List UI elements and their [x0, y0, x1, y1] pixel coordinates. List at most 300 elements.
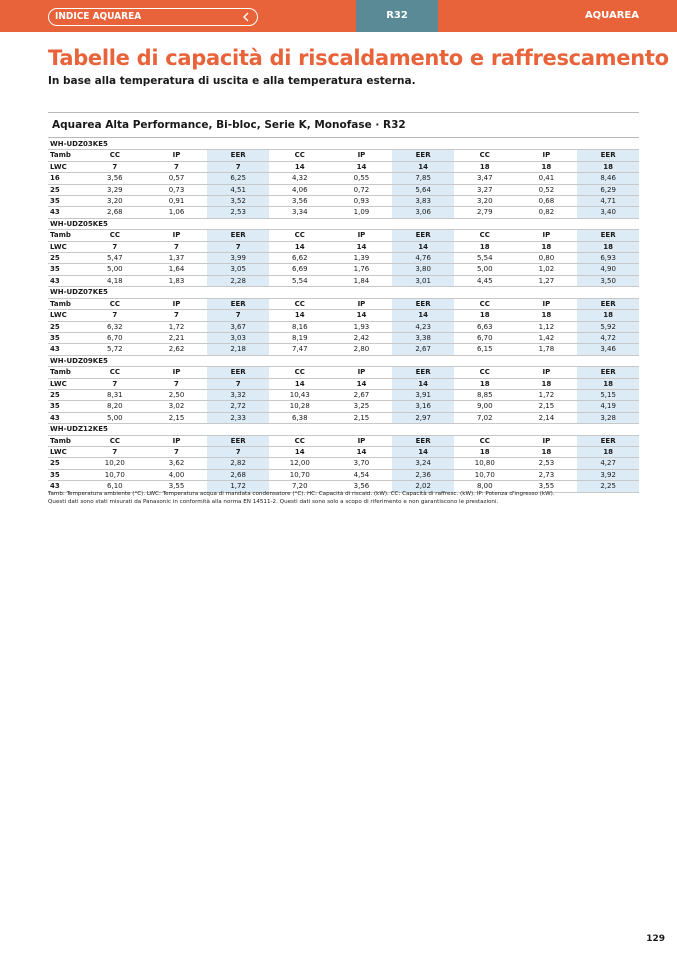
- table-cell: EER: [577, 435, 639, 446]
- table-cell: 1,02: [516, 264, 578, 275]
- row-label-cell: 35: [48, 469, 84, 480]
- table-cell: CC: [454, 150, 516, 161]
- table-cell: 10,70: [269, 469, 331, 480]
- table-cell: EER: [577, 230, 639, 241]
- model-name: WH-UDZ07KE5: [48, 287, 639, 298]
- row-label-cell: Tamb: [48, 150, 84, 161]
- table-cell: 2,50: [146, 389, 208, 400]
- table-cell: 3,46: [577, 344, 639, 355]
- chevron-left-icon: [241, 12, 251, 22]
- footnote-line-1: Tamb: Temperatura ambiente (°C). LWC: Temperatura acqua di mandata condensatore (°C). HC: Capacità di riscald. (kW). CC: Capacità di raffresc. (kW). IP: Potenza d'ingresso (kW).: [48, 491, 555, 497]
- row-label-cell: 25: [48, 458, 84, 469]
- row-label-cell: LWC: [48, 446, 84, 457]
- index-link[interactable]: [48, 8, 258, 26]
- table-cell: 7: [84, 161, 146, 172]
- table-row: [48, 458, 639, 469]
- lwc-row: [48, 310, 639, 321]
- table-cell: IP: [146, 150, 208, 161]
- table-cell: 3,70: [331, 458, 393, 469]
- table-cell: 14: [392, 161, 454, 172]
- table-cell: 3,27: [454, 184, 516, 195]
- table-cell: 3,83: [392, 196, 454, 207]
- row-label-cell: Tamb: [48, 435, 84, 446]
- table-cell: 3,25: [331, 401, 393, 412]
- table-cell: 3,92: [577, 469, 639, 480]
- table-cell: IP: [516, 150, 578, 161]
- table-cell: 2,68: [207, 469, 269, 480]
- lwc-row: [48, 378, 639, 389]
- table-cell: 7: [146, 161, 208, 172]
- table-cell: 2,25: [577, 481, 639, 492]
- table-cell: 1,83: [146, 275, 208, 286]
- table-cell: 2,80: [331, 344, 393, 355]
- table-cell: CC: [84, 435, 146, 446]
- table-cell: 5,92: [577, 321, 639, 332]
- table-cell: 6,15: [454, 344, 516, 355]
- table-cell: 4,90: [577, 264, 639, 275]
- row-label-cell: 43: [48, 344, 84, 355]
- table-cell: IP: [146, 435, 208, 446]
- table-cell: 2,79: [454, 207, 516, 218]
- table-cell: 4,18: [84, 275, 146, 286]
- table-cell: EER: [207, 435, 269, 446]
- table-cell: CC: [269, 367, 331, 378]
- table-cell: 10,20: [84, 458, 146, 469]
- table-cell: 4,76: [392, 253, 454, 264]
- table-cell: EER: [207, 367, 269, 378]
- table-cell: IP: [331, 230, 393, 241]
- table-row: [48, 469, 639, 480]
- row-label-cell: 43: [48, 412, 84, 423]
- table-cell: 0,73: [146, 184, 208, 195]
- table-cell: EER: [207, 230, 269, 241]
- table-cell: 4,00: [146, 469, 208, 480]
- table-cell: 14: [331, 378, 393, 389]
- table-cell: CC: [454, 230, 516, 241]
- table-cell: 7: [84, 241, 146, 252]
- table-cell: 5,64: [392, 184, 454, 195]
- table-cell: IP: [516, 367, 578, 378]
- lwc-row: [48, 161, 639, 172]
- table-cell: EER: [577, 298, 639, 309]
- page-number: 129: [646, 934, 665, 944]
- table-cell: 7: [84, 446, 146, 457]
- table-cell: 3,20: [454, 196, 516, 207]
- table-cell: 8,20: [84, 401, 146, 412]
- table-cell: 1,72: [207, 481, 269, 492]
- table-cell: 18: [454, 161, 516, 172]
- table-cell: 7: [146, 310, 208, 321]
- table-cell: 7: [207, 310, 269, 321]
- table-cell: 1,72: [146, 321, 208, 332]
- row-label-cell: 35: [48, 401, 84, 412]
- table-cell: 5,72: [84, 344, 146, 355]
- row-label-cell: 35: [48, 332, 84, 343]
- table-cell: 3,20: [84, 196, 146, 207]
- table-cell: 12,00: [269, 458, 331, 469]
- table-row: [48, 321, 639, 332]
- table-cell: CC: [84, 367, 146, 378]
- table-cell: EER: [392, 150, 454, 161]
- table-cell: 5,00: [454, 264, 516, 275]
- model-row: [48, 218, 639, 229]
- table-cell: 1,76: [331, 264, 393, 275]
- table-cell: CC: [84, 298, 146, 309]
- table-cell: 0,93: [331, 196, 393, 207]
- table-cell: 0,52: [516, 184, 578, 195]
- table-cell: 4,32: [269, 173, 331, 184]
- table-cell: 14: [269, 378, 331, 389]
- table-cell: 3,47: [454, 173, 516, 184]
- table-cell: 3,67: [207, 321, 269, 332]
- table-cell: 7: [207, 241, 269, 252]
- table-cell: 8,46: [577, 173, 639, 184]
- table-cell: 14: [392, 241, 454, 252]
- row-label-cell: 25: [48, 253, 84, 264]
- footnote-line-2: Questi dati sono stati misurati da Panasonic in conformità alla norma EN 14511-2. Questi dati sono solo a scopo di riferimento e non garantiscono le prestazioni.: [48, 499, 499, 505]
- table-cell: EER: [577, 367, 639, 378]
- row-label-cell: 43: [48, 207, 84, 218]
- table-cell: 6,29: [577, 184, 639, 195]
- table-cell: 0,72: [331, 184, 393, 195]
- table-cell: 0,55: [331, 173, 393, 184]
- table-cell: CC: [269, 230, 331, 241]
- table-cell: CC: [269, 298, 331, 309]
- table-cell: 2,14: [516, 412, 578, 423]
- table-cell: 3,28: [577, 412, 639, 423]
- model-row: [48, 139, 639, 150]
- table-cell: 1,72: [516, 389, 578, 400]
- row-label-cell: 43: [48, 275, 84, 286]
- row-label-cell: Tamb: [48, 230, 84, 241]
- table-row: [48, 264, 639, 275]
- row-label-cell: 43: [48, 481, 84, 492]
- table-cell: 1,78: [516, 344, 578, 355]
- table-cell: 7: [84, 378, 146, 389]
- table-cell: 14: [331, 446, 393, 457]
- table-cell: 5,00: [84, 412, 146, 423]
- table-cell: 7: [207, 161, 269, 172]
- table-cell: 4,51: [207, 184, 269, 195]
- table-row: [48, 389, 639, 400]
- table-cell: CC: [454, 298, 516, 309]
- table-cell: 14: [392, 310, 454, 321]
- table-cell: 3,99: [207, 253, 269, 264]
- table-cell: 6,69: [269, 264, 331, 275]
- table-cell: 5,54: [454, 253, 516, 264]
- table-cell: 4,71: [577, 196, 639, 207]
- table-cell: 18: [516, 446, 578, 457]
- table-cell: IP: [331, 435, 393, 446]
- row-label-cell: 16: [48, 173, 84, 184]
- table-row: [48, 196, 639, 207]
- header-row: [48, 298, 639, 309]
- table-cell: 6,93: [577, 253, 639, 264]
- table-cell: EER: [392, 298, 454, 309]
- table-cell: 10,70: [454, 469, 516, 480]
- table-cell: 7,20: [269, 481, 331, 492]
- table-cell: 7,85: [392, 173, 454, 184]
- table-cell: 3,52: [207, 196, 269, 207]
- table-cell: CC: [269, 150, 331, 161]
- table-cell: 18: [577, 446, 639, 457]
- table-cell: 0,57: [146, 173, 208, 184]
- table-cell: 2,21: [146, 332, 208, 343]
- page-title: Tabelle di capacità di riscaldamento e raffrescamento: [48, 46, 669, 70]
- table-cell: 1,27: [516, 275, 578, 286]
- row-label-cell: 25: [48, 389, 84, 400]
- table-cell: 2,73: [516, 469, 578, 480]
- table-cell: 2,15: [331, 412, 393, 423]
- table-cell: 3,56: [269, 196, 331, 207]
- table-cell: 7: [207, 378, 269, 389]
- table-row: [48, 401, 639, 412]
- table-cell: 4,27: [577, 458, 639, 469]
- table-cell: 1,93: [331, 321, 393, 332]
- table-cell: CC: [84, 230, 146, 241]
- table-cell: 18: [516, 241, 578, 252]
- model-row: [48, 355, 639, 366]
- row-label-cell: 35: [48, 196, 84, 207]
- table-cell: EER: [392, 435, 454, 446]
- table-cell: 5,47: [84, 253, 146, 264]
- table-cell: 0,68: [516, 196, 578, 207]
- table-cell: 14: [331, 161, 393, 172]
- table-cell: 9,00: [454, 401, 516, 412]
- table-row: [48, 412, 639, 423]
- table-cell: 14: [331, 241, 393, 252]
- table-cell: 1,09: [331, 207, 393, 218]
- table-cell: 14: [269, 241, 331, 252]
- table-cell: 2,36: [392, 469, 454, 480]
- row-label-cell: 25: [48, 184, 84, 195]
- table-cell: 18: [516, 378, 578, 389]
- table-cell: 2,33: [207, 412, 269, 423]
- table-cell: 1,84: [331, 275, 393, 286]
- table-cell: IP: [331, 298, 393, 309]
- table-cell: 6,63: [454, 321, 516, 332]
- lwc-row: [48, 446, 639, 457]
- footnote: [48, 490, 648, 506]
- table-cell: EER: [207, 298, 269, 309]
- table-cell: 3,32: [207, 389, 269, 400]
- table-cell: EER: [577, 150, 639, 161]
- table-cell: 4,19: [577, 401, 639, 412]
- table-cell: 0,41: [516, 173, 578, 184]
- table-cell: 6,32: [84, 321, 146, 332]
- table-cell: 2,15: [516, 401, 578, 412]
- table-cell: IP: [516, 230, 578, 241]
- table-cell: 3,91: [392, 389, 454, 400]
- table-cell: 4,72: [577, 332, 639, 343]
- table-cell: 3,06: [392, 207, 454, 218]
- table-row: [48, 344, 639, 355]
- table-cell: 0,80: [516, 253, 578, 264]
- table-cell: 3,55: [516, 481, 578, 492]
- table-cell: 2,53: [516, 458, 578, 469]
- table-cell: 2,67: [331, 389, 393, 400]
- table-cell: 6,70: [84, 332, 146, 343]
- table-cell: 2,68: [84, 207, 146, 218]
- table-cell: 18: [516, 310, 578, 321]
- table-cell: IP: [146, 230, 208, 241]
- row-label-cell: LWC: [48, 378, 84, 389]
- table-cell: 18: [577, 378, 639, 389]
- table-cell: 0,82: [516, 207, 578, 218]
- table-cell: 7,47: [269, 344, 331, 355]
- model-name: WH-UDZ09KE5: [48, 355, 639, 366]
- top-bar: [0, 0, 677, 32]
- table-cell: EER: [392, 230, 454, 241]
- table-cell: 5,54: [269, 275, 331, 286]
- table-cell: 2,62: [146, 344, 208, 355]
- capacity-table: [48, 139, 639, 493]
- table-cell: CC: [84, 150, 146, 161]
- table-cell: 7: [146, 446, 208, 457]
- table-cell: 2,72: [207, 401, 269, 412]
- table-cell: 2,53: [207, 207, 269, 218]
- table-cell: 8,85: [454, 389, 516, 400]
- table-cell: 8,00: [454, 481, 516, 492]
- table-cell: 1,12: [516, 321, 578, 332]
- table-cell: 5,00: [84, 264, 146, 275]
- table-row: [48, 184, 639, 195]
- table-cell: IP: [331, 367, 393, 378]
- table-cell: IP: [331, 150, 393, 161]
- table-cell: 18: [577, 161, 639, 172]
- table-cell: 1,39: [331, 253, 393, 264]
- table-cell: CC: [454, 435, 516, 446]
- table-cell: 18: [454, 446, 516, 457]
- table-cell: 2,18: [207, 344, 269, 355]
- table-cell: 0,91: [146, 196, 208, 207]
- table-cell: 3,16: [392, 401, 454, 412]
- table-cell: 2,97: [392, 412, 454, 423]
- table-cell: 10,70: [84, 469, 146, 480]
- table-cell: 3,56: [331, 481, 393, 492]
- table-cell: 2,67: [392, 344, 454, 355]
- table-cell: 3,80: [392, 264, 454, 275]
- model-name: WH-UDZ12KE5: [48, 424, 639, 435]
- table-row: [48, 173, 639, 184]
- index-label: INDICE AQUAREA: [55, 11, 142, 22]
- table-cell: 6,25: [207, 173, 269, 184]
- row-label-cell: LWC: [48, 310, 84, 321]
- header-row: [48, 367, 639, 378]
- table-row: [48, 207, 639, 218]
- table-cell: 2,28: [207, 275, 269, 286]
- table-cell: 10,80: [454, 458, 516, 469]
- table-cell: 3,50: [577, 275, 639, 286]
- section-tab: R32: [386, 10, 408, 21]
- table-cell: 7: [146, 241, 208, 252]
- table-cell: IP: [146, 298, 208, 309]
- table-cell: 14: [392, 446, 454, 457]
- table-cell: 3,40: [577, 207, 639, 218]
- table-cell: 10,43: [269, 389, 331, 400]
- model-name: WH-UDZ03KE5: [48, 139, 639, 150]
- table-cell: IP: [516, 298, 578, 309]
- table-cell: 18: [454, 310, 516, 321]
- header-row: [48, 435, 639, 446]
- table-cell: 14: [269, 446, 331, 457]
- table-cell: 2,42: [331, 332, 393, 343]
- header-row: [48, 150, 639, 161]
- table-cell: 8,31: [84, 389, 146, 400]
- table-cell: 14: [331, 310, 393, 321]
- table-cell: 7: [84, 310, 146, 321]
- row-label-cell: Tamb: [48, 367, 84, 378]
- table-cell: 18: [516, 161, 578, 172]
- table-cell: 3,38: [392, 332, 454, 343]
- table-cell: 10,28: [269, 401, 331, 412]
- table-cell: 4,54: [331, 469, 393, 480]
- table-cell: 2,82: [207, 458, 269, 469]
- row-label-cell: 25: [48, 321, 84, 332]
- table-cell: 3,55: [146, 481, 208, 492]
- table-cell: EER: [207, 150, 269, 161]
- model-name: WH-UDZ05KE5: [48, 218, 639, 229]
- page-subtitle: In base alla temperatura di uscita e alla temperatura esterna.: [48, 75, 416, 87]
- row-label-cell: Tamb: [48, 298, 84, 309]
- model-row: [48, 424, 639, 435]
- capacity-table-panel: [48, 112, 639, 493]
- table-cell: 18: [577, 310, 639, 321]
- table-row: [48, 253, 639, 264]
- table-cell: 2,02: [392, 481, 454, 492]
- table-cell: 4,06: [269, 184, 331, 195]
- table-cell: 18: [577, 241, 639, 252]
- table-cell: 3,02: [146, 401, 208, 412]
- model-row: [48, 287, 639, 298]
- row-label-cell: 35: [48, 264, 84, 275]
- table-cell: 14: [392, 378, 454, 389]
- table-cell: 4,23: [392, 321, 454, 332]
- table-cell: CC: [454, 367, 516, 378]
- table-title: Aquarea Alta Performance, Bi-bloc, Serie K, Monofase · R32: [48, 112, 639, 138]
- table-row: [48, 275, 639, 286]
- table-cell: 3,34: [269, 207, 331, 218]
- brand-label: AQUAREA: [584, 10, 639, 21]
- row-label-cell: LWC: [48, 161, 84, 172]
- table-cell: 1,64: [146, 264, 208, 275]
- table-cell: 14: [269, 161, 331, 172]
- table-cell: 3,29: [84, 184, 146, 195]
- table-cell: 1,42: [516, 332, 578, 343]
- table-cell: 5,15: [577, 389, 639, 400]
- lwc-row: [48, 241, 639, 252]
- row-label-cell: LWC: [48, 241, 84, 252]
- table-cell: CC: [269, 435, 331, 446]
- table-cell: 7: [146, 378, 208, 389]
- table-row: [48, 332, 639, 343]
- table-cell: IP: [146, 367, 208, 378]
- table-cell: 6,70: [454, 332, 516, 343]
- table-cell: 1,06: [146, 207, 208, 218]
- table-cell: 18: [454, 241, 516, 252]
- table-cell: 6,38: [269, 412, 331, 423]
- table-cell: 14: [269, 310, 331, 321]
- table-cell: 2,15: [146, 412, 208, 423]
- table-cell: 8,19: [269, 332, 331, 343]
- table-cell: 6,62: [269, 253, 331, 264]
- table-cell: 6,10: [84, 481, 146, 492]
- table-cell: EER: [392, 367, 454, 378]
- table-cell: 18: [454, 378, 516, 389]
- table-cell: 7: [207, 446, 269, 457]
- table-cell: 3,05: [207, 264, 269, 275]
- table-cell: 8,16: [269, 321, 331, 332]
